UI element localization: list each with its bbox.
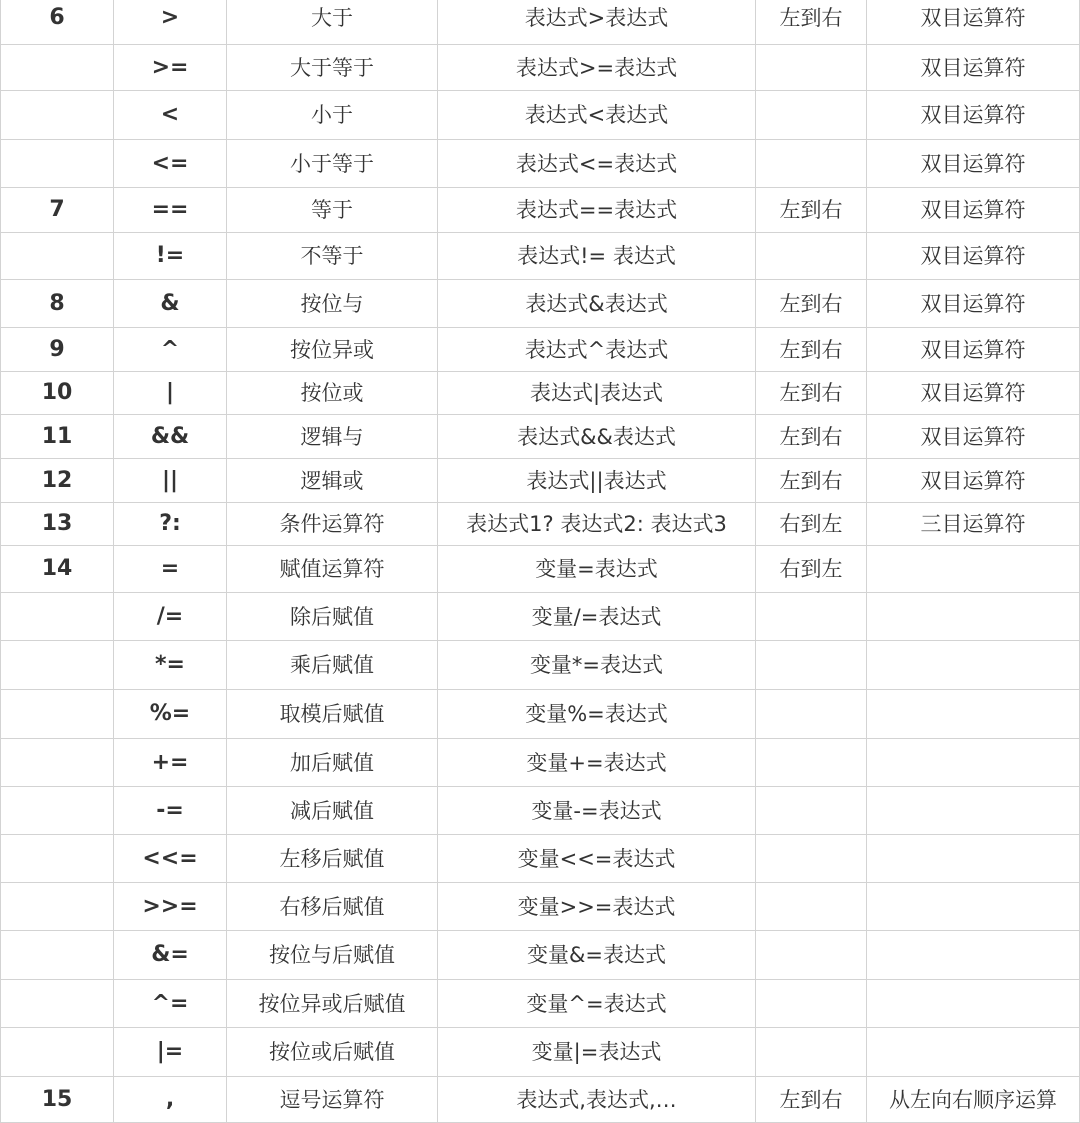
operator-name-cell: 按位异或后赋值 [227,980,438,1028]
associativity-cell: 左到右 [756,1077,867,1123]
usage-cell: 表达式==表达式 [438,188,756,233]
operator-cell: > [114,0,227,45]
associativity-cell: 左到右 [756,372,867,415]
priority-cell [1,91,114,140]
operator-name-cell: 小于 [227,91,438,140]
priority-cell: 9 [1,328,114,372]
description-cell: 双目运算符 [867,45,1080,91]
priority-cell [1,931,114,980]
description-cell [867,641,1080,690]
operator-name-cell: 按位与 [227,280,438,328]
operator-cell: = [114,546,227,593]
table-row [1,883,1080,931]
usage-cell: 表达式1? 表达式2: 表达式3 [438,503,756,546]
operator-cell: += [114,739,227,787]
operator-name-cell: 取模后赋值 [227,690,438,739]
operator-cell: <<= [114,835,227,883]
usage-cell: 变量%=表达式 [438,690,756,739]
operator-cell: ^ [114,328,227,372]
description-cell: 双目运算符 [867,0,1080,45]
operator-name-cell: 按位或后赋值 [227,1028,438,1077]
operator-name-cell: 按位异或 [227,328,438,372]
table-row [1,280,1080,328]
operator-cell: ?: [114,503,227,546]
operator-cell: -= [114,787,227,835]
associativity-cell: 左到右 [756,415,867,459]
description-cell [867,931,1080,980]
operator-cell: && [114,415,227,459]
usage-cell: 变量/=表达式 [438,593,756,641]
description-cell: 双目运算符 [867,459,1080,503]
operator-name-cell: 右移后赋值 [227,883,438,931]
priority-cell [1,140,114,188]
usage-cell: 表达式,表达式,… [438,1077,756,1123]
operator-name-cell: 减后赋值 [227,787,438,835]
table-row [1,415,1080,459]
priority-cell: 7 [1,188,114,233]
table-row [1,91,1080,140]
associativity-cell [756,980,867,1028]
description-cell [867,593,1080,641]
operator-cell: || [114,459,227,503]
priority-cell [1,690,114,739]
operator-name-cell: 大于等于 [227,45,438,91]
priority-cell [1,233,114,280]
operator-cell: *= [114,641,227,690]
description-cell [867,1028,1080,1077]
operator-cell: &= [114,931,227,980]
associativity-cell [756,233,867,280]
priority-cell [1,835,114,883]
associativity-cell [756,593,867,641]
description-cell: 双目运算符 [867,233,1080,280]
priority-cell [1,787,114,835]
operator-cell: <= [114,140,227,188]
operator-name-cell: 按位与后赋值 [227,931,438,980]
description-cell: 双目运算符 [867,91,1080,140]
table-row [1,787,1080,835]
table-row [1,641,1080,690]
table-row [1,1028,1080,1077]
table-row [1,546,1080,593]
description-cell: 双目运算符 [867,188,1080,233]
usage-cell: 变量>>=表达式 [438,883,756,931]
priority-cell [1,739,114,787]
priority-cell [1,883,114,931]
operator-name-cell: 加后赋值 [227,739,438,787]
priority-cell: 15 [1,1077,114,1123]
associativity-cell [756,883,867,931]
operator-name-cell: 左移后赋值 [227,835,438,883]
usage-cell: 表达式>表达式 [438,0,756,45]
operator-name-cell: 除后赋值 [227,593,438,641]
associativity-cell: 右到左 [756,546,867,593]
description-cell: 双目运算符 [867,372,1080,415]
table-row [1,1077,1080,1123]
operator-name-cell: 逻辑与 [227,415,438,459]
usage-cell: 表达式^表达式 [438,328,756,372]
table-row [1,233,1080,280]
description-cell [867,883,1080,931]
operator-cell: ^= [114,980,227,1028]
operator-name-cell: 条件运算符 [227,503,438,546]
associativity-cell [756,787,867,835]
description-cell: 双目运算符 [867,415,1080,459]
associativity-cell [756,931,867,980]
priority-cell: 13 [1,503,114,546]
priority-cell [1,980,114,1028]
operator-name-cell: 等于 [227,188,438,233]
operator-name-cell: 赋值运算符 [227,546,438,593]
usage-cell: 变量+=表达式 [438,739,756,787]
usage-cell: 表达式<表达式 [438,91,756,140]
operator-name-cell: 逗号运算符 [227,1077,438,1123]
priority-cell: 10 [1,372,114,415]
associativity-cell: 左到右 [756,459,867,503]
operator-name-cell: 按位或 [227,372,438,415]
operator-cell: >>= [114,883,227,931]
table-body [1,0,1080,1123]
description-cell [867,787,1080,835]
associativity-cell [756,641,867,690]
operator-cell: , [114,1077,227,1123]
priority-cell [1,593,114,641]
associativity-cell [756,140,867,188]
operator-name-cell: 乘后赋值 [227,641,438,690]
priority-cell [1,45,114,91]
description-cell: 双目运算符 [867,140,1080,188]
usage-cell: 表达式&&表达式 [438,415,756,459]
table-row [1,328,1080,372]
associativity-cell [756,1028,867,1077]
table-row [1,835,1080,883]
usage-cell: 变量=表达式 [438,546,756,593]
usage-cell: 表达式!= 表达式 [438,233,756,280]
usage-cell: 变量^=表达式 [438,980,756,1028]
priority-cell: 8 [1,280,114,328]
usage-cell: 表达式||表达式 [438,459,756,503]
table-row [1,503,1080,546]
description-cell: 双目运算符 [867,328,1080,372]
usage-cell: 表达式<=表达式 [438,140,756,188]
usage-cell: 表达式|表达式 [438,372,756,415]
associativity-cell [756,739,867,787]
usage-cell: 变量&=表达式 [438,931,756,980]
operator-cell: != [114,233,227,280]
associativity-cell: 左到右 [756,280,867,328]
usage-cell: 变量-=表达式 [438,787,756,835]
operator-cell: |= [114,1028,227,1077]
table-row [1,45,1080,91]
associativity-cell: 左到右 [756,328,867,372]
description-cell [867,739,1080,787]
description-cell [867,690,1080,739]
table-row [1,188,1080,233]
associativity-cell: 右到左 [756,503,867,546]
operator-cell: | [114,372,227,415]
associativity-cell: 左到右 [756,188,867,233]
table-row [1,459,1080,503]
associativity-cell [756,835,867,883]
operator-cell: >= [114,45,227,91]
operator-name-cell: 大于 [227,0,438,45]
table-row [1,690,1080,739]
priority-cell: 6 [1,0,114,45]
table-row [1,0,1080,45]
associativity-cell [756,91,867,140]
associativity-cell: 左到右 [756,0,867,45]
priority-cell: 12 [1,459,114,503]
table-row [1,739,1080,787]
operator-cell: %= [114,690,227,739]
priority-cell: 14 [1,546,114,593]
operator-cell: < [114,91,227,140]
priority-cell [1,1028,114,1077]
operator-name-cell: 小于等于 [227,140,438,188]
operator-cell: /= [114,593,227,641]
description-cell [867,835,1080,883]
table-row [1,980,1080,1028]
description-cell [867,546,1080,593]
description-cell: 双目运算符 [867,280,1080,328]
priority-cell: 11 [1,415,114,459]
usage-cell: 变量|=表达式 [438,1028,756,1077]
operator-cell: & [114,280,227,328]
associativity-cell [756,45,867,91]
description-cell [867,980,1080,1028]
description-cell: 三目运算符 [867,503,1080,546]
priority-cell [1,641,114,690]
usage-cell: 变量<<=表达式 [438,835,756,883]
usage-cell: 表达式>=表达式 [438,45,756,91]
table-row [1,372,1080,415]
table-row [1,140,1080,188]
table-row [1,593,1080,641]
operator-cell: == [114,188,227,233]
associativity-cell [756,690,867,739]
table-row [1,931,1080,980]
operator-name-cell: 不等于 [227,233,438,280]
operator-name-cell: 逻辑或 [227,459,438,503]
usage-cell: 变量*=表达式 [438,641,756,690]
description-cell: 从左向右顺序运算 [867,1077,1080,1123]
usage-cell: 表达式&表达式 [438,280,756,328]
